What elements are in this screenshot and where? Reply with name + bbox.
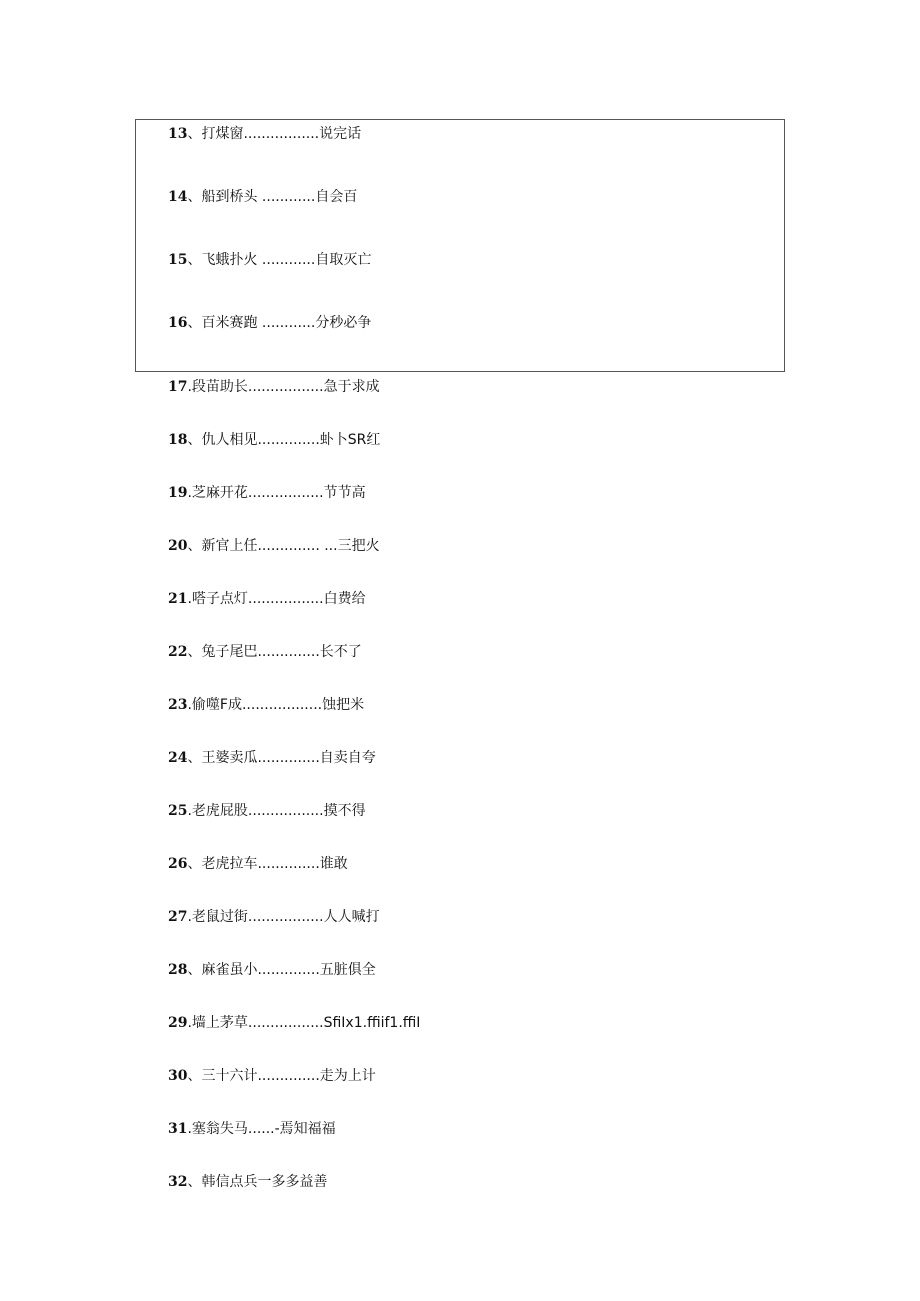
list-item: [168, 587, 366, 611]
item-number: 24: [168, 750, 188, 766]
item-number: 28: [168, 962, 188, 978]
item-text: 、新官上任.............. ...三把火: [187, 538, 380, 554]
item-number: 23: [168, 697, 188, 713]
item-text: 、兔子尾巴..............长不了: [187, 644, 362, 660]
list-item: [168, 1011, 420, 1035]
item-number: 16: [168, 315, 188, 331]
item-text: .塞翁失马......-焉知福福: [187, 1121, 336, 1137]
item-text: 、船到桥头 ............自会百: [187, 189, 358, 205]
item-text: .墙上茅草.................SfiIx1.ffiif1.ffiI: [187, 1015, 421, 1031]
item-number: 22: [168, 644, 188, 660]
list-item: [168, 1064, 376, 1088]
list-item: [168, 852, 348, 876]
item-number: 19: [168, 485, 188, 501]
list-item: [168, 248, 371, 272]
list-item: [168, 534, 380, 558]
item-number: 14: [168, 189, 188, 205]
item-number: 21: [168, 591, 188, 607]
item-text: 、飞蛾扑火 ............自取灭亡: [187, 252, 372, 268]
item-text: 、韩信点兵一多多益善: [187, 1174, 328, 1190]
list-item: [168, 428, 380, 452]
list-item: [168, 1170, 327, 1194]
item-text: .段苗助长.................急于求成: [187, 379, 380, 395]
item-text: 、王婆卖瓜..............自卖自夸: [187, 750, 376, 766]
item-number: 27: [168, 909, 188, 925]
item-text: 、麻雀虽小..............五脏俱全: [187, 962, 376, 978]
item-number: 18: [168, 432, 188, 448]
item-number: 29: [168, 1015, 188, 1031]
list-item: [168, 640, 362, 664]
item-number: 30: [168, 1068, 188, 1084]
item-number: 20: [168, 538, 188, 554]
list-item: [168, 1117, 336, 1141]
list-item: [168, 481, 366, 505]
item-number: 32: [168, 1174, 188, 1190]
list-item: [168, 958, 376, 982]
item-text: .老虎屁股.................摸不得: [187, 803, 366, 819]
list-item: [168, 693, 364, 717]
item-number: 31: [168, 1121, 188, 1137]
item-number: 17: [168, 379, 188, 395]
list-item: [168, 122, 361, 146]
item-text: 、打煤窗.................说完话: [187, 126, 362, 142]
item-text: 、百米赛跑 ............分秒必争: [187, 315, 372, 331]
list-item: [168, 375, 380, 399]
item-text: .偷噬F成..................蚀把米: [187, 697, 365, 713]
item-text: 、三十六计..............走为上计: [187, 1068, 376, 1084]
item-number: 13: [168, 126, 188, 142]
item-number: 15: [168, 252, 188, 268]
list-item: [168, 311, 371, 335]
item-number: 26: [168, 856, 188, 872]
list-item: [168, 746, 376, 770]
list-item: [168, 905, 380, 929]
item-text: 、老虎拉车..............谁敢: [187, 856, 348, 872]
list-item: [168, 185, 357, 209]
item-text: 、仇人相见..............虲卜SR红: [187, 432, 381, 448]
item-text: .老鼠过街.................人人喊打: [187, 909, 380, 925]
list-item: [168, 799, 366, 823]
item-text: .芝麻开花.................节节高: [187, 485, 366, 501]
item-number: 25: [168, 803, 188, 819]
item-text: .嗒子点灯.................白费给: [187, 591, 366, 607]
